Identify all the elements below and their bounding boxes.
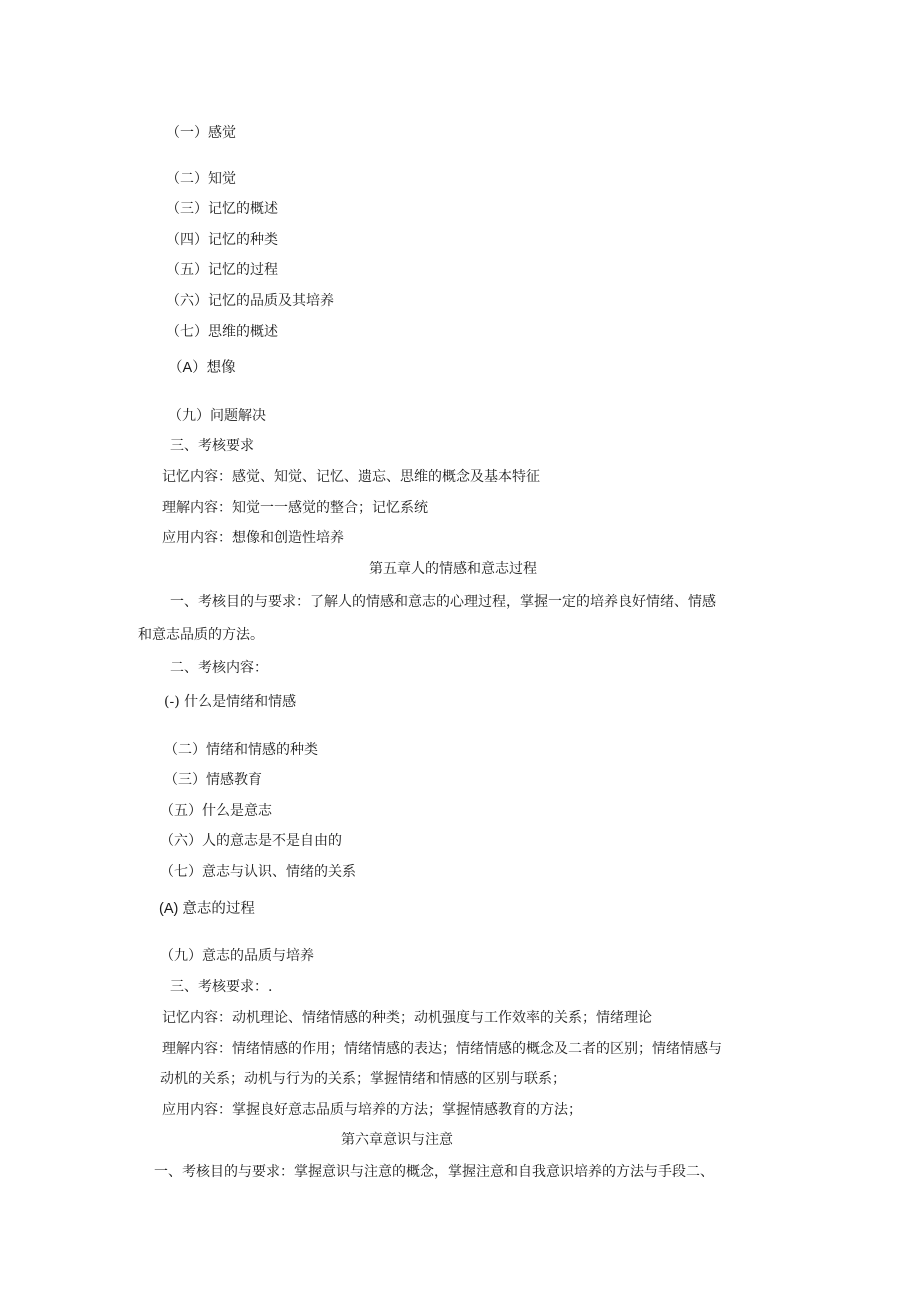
ch5-item-5: （六）人的意志是不是自由的 [160, 833, 342, 849]
ch5-apply-content: 应用内容：掌握良好意志品质与培养的方法；掌握情感教育的方法； [162, 1102, 582, 1118]
ch4-item-2: （二）知觉 [166, 171, 236, 187]
ch5-item-1: (-) 什么是情绪和情感 [164, 694, 297, 710]
ch5-item-7: (A) 意志的过程 [159, 901, 255, 917]
ch5-memory-content: 记忆内容：动机理论、情绪情感的种类；动机强度与工作效率的关系；情绪理论 [162, 1010, 652, 1026]
ch4-memory-content: 记忆内容：感觉、知觉、记忆、遗忘、思维的概念及基本特征 [162, 469, 540, 485]
ch4-item-5: （五）记忆的过程 [166, 262, 278, 278]
ch4-item-8: （A）想像 [168, 360, 236, 376]
ch4-item-4: （四）记忆的种类 [166, 232, 278, 248]
ch6-goal-line-1: 一、考核目的与要求：掌握意识与注意的概念，掌握注意和自我意识培养的方法与手段二、 [154, 1164, 714, 1180]
chapter-5-title: 第五章人的情感和意志过程 [369, 561, 537, 577]
ch4-understand-content: 理解内容：知觉一一感觉的整合；记忆系统 [162, 500, 428, 516]
ch4-item-1: （一）感觉 [166, 125, 236, 141]
ch5-content-title: 二、考核内容： [170, 660, 268, 676]
ch5-item-8: （九）意志的品质与培养 [160, 948, 314, 964]
ch4-item-6: （六）记忆的品质及其培养 [166, 293, 334, 309]
ch4-apply-content: 应用内容：想像和创造性培养 [162, 530, 344, 546]
ch4-item-7: （七）思维的概述 [166, 324, 278, 340]
chapter-6-title: 第六章意识与注意 [341, 1132, 453, 1148]
ch5-item-3: （三）情感教育 [164, 772, 262, 788]
ch5-understand-line-1: 理解内容：情绪情感的作用；情绪情感的表达；情绪情感的概念及二者的区别；情绪情感与 [162, 1041, 722, 1057]
ch5-goal-line-1: 一、考核目的与要求：了解人的情感和意志的心理过程，掌握一定的培养良好情绪、情感 [170, 594, 716, 610]
ch5-understand-line-2: 动机的关系；动机与行为的关系；掌握情绪和情感的区别与联系； [160, 1071, 566, 1087]
ch4-item-9: （九）问题解决 [168, 408, 266, 424]
ch5-item-4: （五）什么是意志 [160, 803, 272, 819]
ch4-requirements-title: 三、考核要求 [170, 438, 254, 454]
ch5-item-2: （二）情绪和情感的种类 [164, 742, 318, 758]
ch4-item-3: （三）记忆的概述 [166, 201, 278, 217]
ch5-item-6: （七）意志与认识、情绪的关系 [160, 864, 356, 880]
ch5-requirements-title: 三、考核要求：. [170, 979, 273, 995]
ch5-goal-line-2: 和意志品质的方法。 [138, 627, 264, 643]
